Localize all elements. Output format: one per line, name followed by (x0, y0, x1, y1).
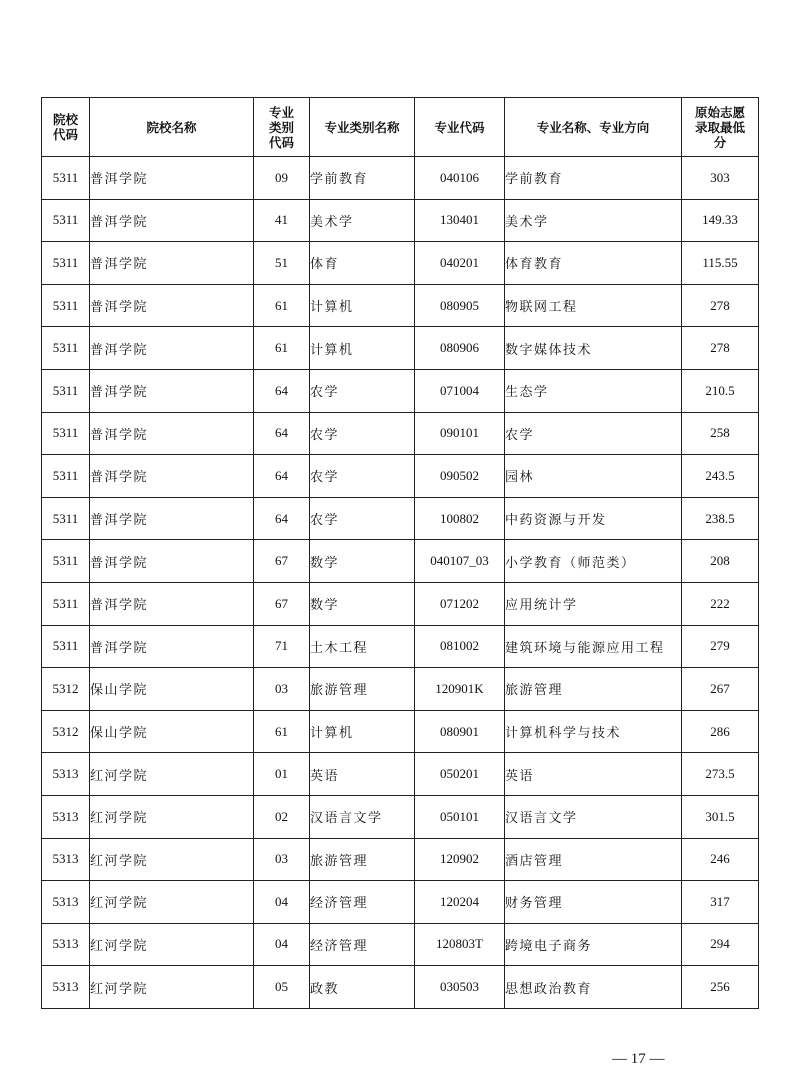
category-name-cell: 学前教育 (310, 157, 415, 200)
table-row (42, 284, 759, 327)
school-code-cell: 5312 (42, 710, 90, 753)
school-name-cell: 红河学院 (90, 923, 254, 966)
school-name-cell: 普洱学院 (90, 582, 254, 625)
school-name-cell: 保山学院 (90, 710, 254, 753)
min-score-cell: 286 (682, 710, 759, 753)
major-code-cell: 100802 (415, 497, 505, 540)
min-score-cell: 294 (682, 923, 759, 966)
table-row (42, 157, 759, 200)
min-score-cell: 279 (682, 625, 759, 668)
school-name-cell: 普洱学院 (90, 284, 254, 327)
page-number: — 17 — (612, 1051, 665, 1067)
table-row (42, 710, 759, 753)
major-name-cell: 美术学 (505, 199, 682, 242)
category-code-cell: 05 (254, 966, 310, 1009)
header-min-score: 原始志愿 录取最低 分 (682, 98, 759, 157)
school-code-cell: 5311 (42, 582, 90, 625)
category-name-cell: 数学 (310, 582, 415, 625)
header-category-name: 专业类别名称 (310, 98, 415, 157)
major-code-cell: 050201 (415, 753, 505, 796)
school-name-cell: 普洱学院 (90, 455, 254, 498)
min-score-cell: 210.5 (682, 369, 759, 412)
category-code-cell: 41 (254, 199, 310, 242)
major-name-cell: 跨境电子商务 (505, 923, 682, 966)
major-name-cell: 应用统计学 (505, 582, 682, 625)
table-row (42, 753, 759, 796)
min-score-cell: 243.5 (682, 455, 759, 498)
category-code-cell: 71 (254, 625, 310, 668)
category-name-cell: 农学 (310, 497, 415, 540)
category-code-cell: 02 (254, 795, 310, 838)
header-school-code: 院校 代码 (42, 98, 90, 157)
category-name-cell: 计算机 (310, 284, 415, 327)
table-row (42, 540, 759, 583)
major-name-cell: 中药资源与开发 (505, 497, 682, 540)
school-name-cell: 红河学院 (90, 966, 254, 1009)
category-name-cell: 土木工程 (310, 625, 415, 668)
major-name-cell: 酒店管理 (505, 838, 682, 881)
major-code-cell: 040106 (415, 157, 505, 200)
school-name-cell: 普洱学院 (90, 242, 254, 285)
table-row (42, 668, 759, 711)
school-code-cell: 5313 (42, 795, 90, 838)
min-score-cell: 278 (682, 327, 759, 370)
school-name-cell: 普洱学院 (90, 157, 254, 200)
table-row (42, 199, 759, 242)
min-score-cell: 238.5 (682, 497, 759, 540)
school-name-cell: 红河学院 (90, 881, 254, 924)
category-code-cell: 64 (254, 412, 310, 455)
school-code-cell: 5311 (42, 369, 90, 412)
category-code-cell: 64 (254, 369, 310, 412)
table-row (42, 497, 759, 540)
major-code-cell: 120204 (415, 881, 505, 924)
min-score-cell: 258 (682, 412, 759, 455)
category-code-cell: 51 (254, 242, 310, 285)
header-major-code: 专业代码 (415, 98, 505, 157)
school-name-cell: 红河学院 (90, 838, 254, 881)
major-name-cell: 旅游管理 (505, 668, 682, 711)
major-name-cell: 学前教育 (505, 157, 682, 200)
major-code-cell: 080901 (415, 710, 505, 753)
category-code-cell: 04 (254, 881, 310, 924)
major-code-cell: 030503 (415, 966, 505, 1009)
min-score-cell: 115.55 (682, 242, 759, 285)
major-name-cell: 体育教育 (505, 242, 682, 285)
school-code-cell: 5311 (42, 157, 90, 200)
category-name-cell: 英语 (310, 753, 415, 796)
table-row (42, 412, 759, 455)
school-code-cell: 5311 (42, 199, 90, 242)
category-code-cell: 09 (254, 157, 310, 200)
school-code-cell: 5311 (42, 327, 90, 370)
major-code-cell: 120902 (415, 838, 505, 881)
table-row (42, 582, 759, 625)
min-score-cell: 208 (682, 540, 759, 583)
major-code-cell: 071202 (415, 582, 505, 625)
min-score-cell: 301.5 (682, 795, 759, 838)
min-score-cell: 246 (682, 838, 759, 881)
major-name-cell: 小学教育（师范类） (505, 540, 682, 583)
school-code-cell: 5313 (42, 923, 90, 966)
school-name-cell: 普洱学院 (90, 327, 254, 370)
table-header-row (42, 98, 759, 157)
category-code-cell: 64 (254, 455, 310, 498)
category-name-cell: 经济管理 (310, 881, 415, 924)
school-code-cell: 5313 (42, 881, 90, 924)
major-code-cell: 080905 (415, 284, 505, 327)
major-code-cell: 071004 (415, 369, 505, 412)
category-name-cell: 旅游管理 (310, 838, 415, 881)
table-row (42, 455, 759, 498)
major-code-cell: 080906 (415, 327, 505, 370)
category-name-cell: 经济管理 (310, 923, 415, 966)
major-name-cell: 生态学 (505, 369, 682, 412)
school-name-cell: 红河学院 (90, 753, 254, 796)
major-name-cell: 数字媒体技术 (505, 327, 682, 370)
category-code-cell: 03 (254, 838, 310, 881)
major-code-cell: 120803T (415, 923, 505, 966)
table-body (42, 157, 759, 1009)
header-major-name: 专业名称、专业方向 (505, 98, 682, 157)
table-row (42, 881, 759, 924)
category-code-cell: 03 (254, 668, 310, 711)
major-name-cell: 农学 (505, 412, 682, 455)
major-name-cell: 建筑环境与能源应用工程 (505, 625, 682, 668)
category-code-cell: 61 (254, 710, 310, 753)
category-name-cell: 汉语言文学 (310, 795, 415, 838)
table-row (42, 242, 759, 285)
table-row (42, 838, 759, 881)
category-name-cell: 农学 (310, 412, 415, 455)
school-name-cell: 保山学院 (90, 668, 254, 711)
major-code-cell: 050101 (415, 795, 505, 838)
category-code-cell: 04 (254, 923, 310, 966)
school-name-cell: 普洱学院 (90, 540, 254, 583)
table-row (42, 327, 759, 370)
min-score-cell: 256 (682, 966, 759, 1009)
school-name-cell: 普洱学院 (90, 369, 254, 412)
school-code-cell: 5313 (42, 753, 90, 796)
school-code-cell: 5311 (42, 497, 90, 540)
category-code-cell: 61 (254, 284, 310, 327)
school-code-cell: 5311 (42, 284, 90, 327)
major-name-cell: 园林 (505, 455, 682, 498)
table-row (42, 625, 759, 668)
category-name-cell: 旅游管理 (310, 668, 415, 711)
min-score-cell: 273.5 (682, 753, 759, 796)
min-score-cell: 278 (682, 284, 759, 327)
major-code-cell: 090502 (415, 455, 505, 498)
category-name-cell: 计算机 (310, 710, 415, 753)
min-score-cell: 303 (682, 157, 759, 200)
min-score-cell: 317 (682, 881, 759, 924)
school-name-cell: 红河学院 (90, 795, 254, 838)
category-code-cell: 64 (254, 497, 310, 540)
category-name-cell: 美术学 (310, 199, 415, 242)
school-code-cell: 5312 (42, 668, 90, 711)
major-code-cell: 040107_03 (415, 540, 505, 583)
admission-score-table (41, 97, 759, 1009)
major-code-cell: 090101 (415, 412, 505, 455)
major-name-cell: 物联网工程 (505, 284, 682, 327)
school-name-cell: 普洱学院 (90, 497, 254, 540)
min-score-cell: 222 (682, 582, 759, 625)
category-code-cell: 67 (254, 582, 310, 625)
min-score-cell: 149.33 (682, 199, 759, 242)
category-code-cell: 67 (254, 540, 310, 583)
school-code-cell: 5311 (42, 242, 90, 285)
category-name-cell: 政教 (310, 966, 415, 1009)
major-name-cell: 英语 (505, 753, 682, 796)
school-name-cell: 普洱学院 (90, 199, 254, 242)
school-code-cell: 5313 (42, 966, 90, 1009)
table-row (42, 923, 759, 966)
major-name-cell: 汉语言文学 (505, 795, 682, 838)
major-code-cell: 120901K (415, 668, 505, 711)
school-name-cell: 普洱学院 (90, 625, 254, 668)
category-name-cell: 计算机 (310, 327, 415, 370)
school-code-cell: 5311 (42, 412, 90, 455)
min-score-cell: 267 (682, 668, 759, 711)
category-name-cell: 数学 (310, 540, 415, 583)
major-name-cell: 思想政治教育 (505, 966, 682, 1009)
category-code-cell: 61 (254, 327, 310, 370)
category-name-cell: 农学 (310, 369, 415, 412)
major-name-cell: 计算机科学与技术 (505, 710, 682, 753)
header-school-name: 院校名称 (90, 98, 254, 157)
category-name-cell: 体育 (310, 242, 415, 285)
major-name-cell: 财务管理 (505, 881, 682, 924)
school-code-cell: 5311 (42, 540, 90, 583)
school-code-cell: 5313 (42, 838, 90, 881)
category-name-cell: 农学 (310, 455, 415, 498)
school-name-cell: 普洱学院 (90, 412, 254, 455)
table-row (42, 795, 759, 838)
school-code-cell: 5311 (42, 625, 90, 668)
major-code-cell: 130401 (415, 199, 505, 242)
major-code-cell: 081002 (415, 625, 505, 668)
category-code-cell: 01 (254, 753, 310, 796)
table-row (42, 369, 759, 412)
major-code-cell: 040201 (415, 242, 505, 285)
header-category-code: 专业 类别 代码 (254, 98, 310, 157)
school-code-cell: 5311 (42, 455, 90, 498)
table-row (42, 966, 759, 1009)
